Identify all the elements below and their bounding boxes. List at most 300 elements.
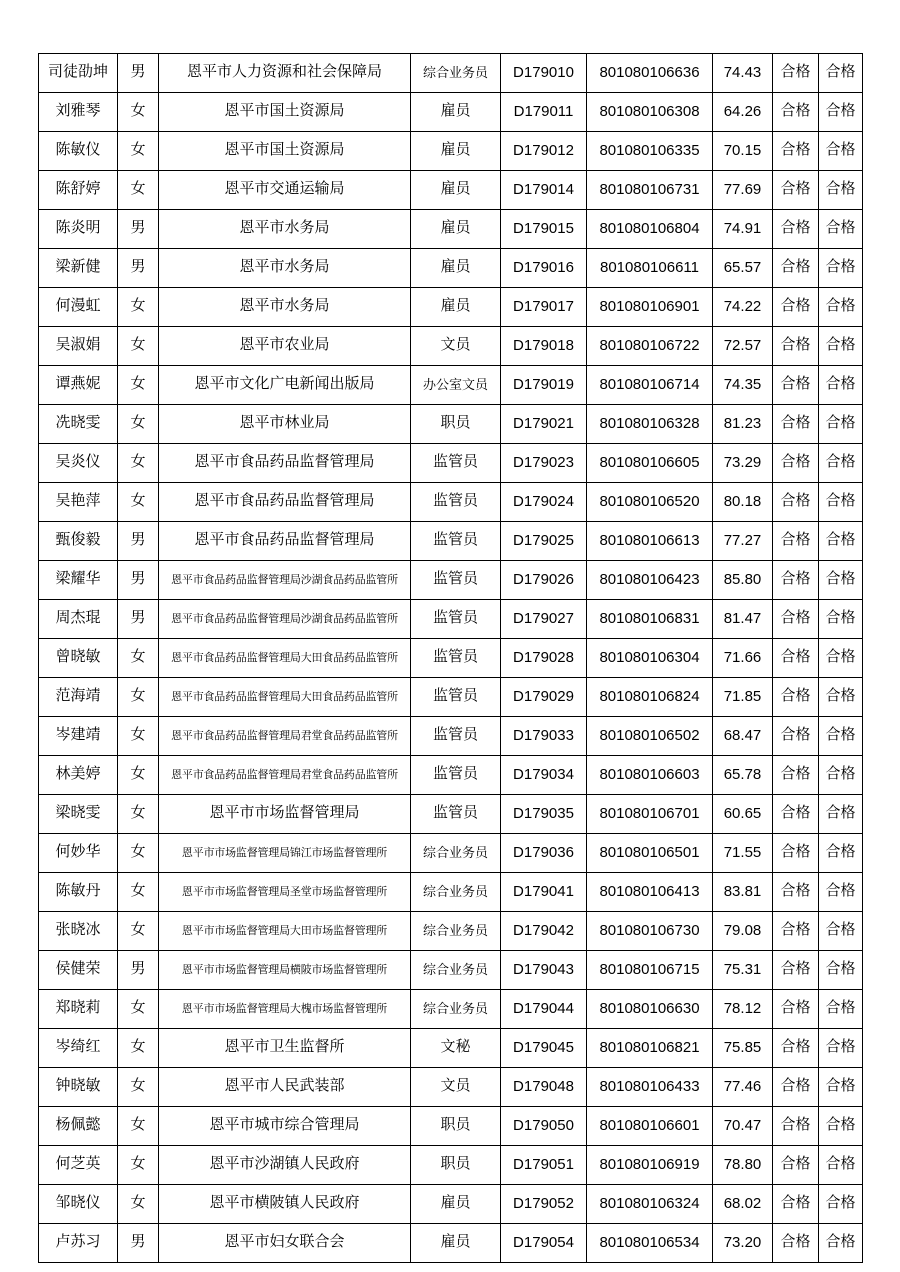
cell-organization: 恩平市市场监督管理局圣堂市场监督管理所 [159,873,411,912]
cell-score: 65.57 [713,249,773,288]
cell-name: 岑绮红 [39,1029,118,1068]
cell-qualification-result: 合格 [773,873,819,912]
cell-score: 75.31 [713,951,773,990]
table-row [39,1029,863,1068]
cell-admission-code: D179029 [501,678,587,717]
cell-sex: 女 [118,171,159,210]
cell-final-result: 合格 [819,210,863,249]
cell-exam-number: 801080106423 [587,561,713,600]
cell-organization: 恩平市食品药品监督管理局君堂食品药品监管所 [159,756,411,795]
table-row [39,795,863,834]
cell-organization: 恩平市人力资源和社会保障局 [159,54,411,93]
cell-admission-code: D179016 [501,249,587,288]
cell-sex: 女 [118,1146,159,1185]
table-row [39,1146,863,1185]
table-row [39,405,863,444]
results-table [38,53,863,1263]
cell-organization: 恩平市市场监督管理局横陂市场监督管理所 [159,951,411,990]
table-row [39,1107,863,1146]
cell-final-result: 合格 [819,93,863,132]
cell-name: 甄俊毅 [39,522,118,561]
cell-admission-code: D179015 [501,210,587,249]
cell-final-result: 合格 [819,912,863,951]
cell-qualification-result: 合格 [773,249,819,288]
cell-admission-code: D179025 [501,522,587,561]
cell-position: 雇员 [411,1185,501,1224]
cell-exam-number: 801080106715 [587,951,713,990]
cell-sex: 男 [118,210,159,249]
cell-organization: 恩平市文化广电新闻出版局 [159,366,411,405]
cell-final-result: 合格 [819,1068,863,1107]
cell-score: 78.12 [713,990,773,1029]
cell-organization: 恩平市食品药品监督管理局 [159,522,411,561]
cell-position: 监管员 [411,756,501,795]
cell-name: 司徒劭坤 [39,54,118,93]
cell-name: 卢苏习 [39,1224,118,1263]
table-row [39,288,863,327]
cell-name: 何漫虹 [39,288,118,327]
cell-name: 周杰琨 [39,600,118,639]
cell-exam-number: 801080106831 [587,600,713,639]
cell-final-result: 合格 [819,561,863,600]
cell-name: 曾晓敏 [39,639,118,678]
table-row [39,912,863,951]
cell-qualification-result: 合格 [773,483,819,522]
cell-score: 74.22 [713,288,773,327]
cell-score: 85.80 [713,561,773,600]
cell-position: 雇员 [411,1224,501,1263]
cell-name: 吴炎仪 [39,444,118,483]
cell-qualification-result: 合格 [773,639,819,678]
cell-qualification-result: 合格 [773,132,819,171]
cell-qualification-result: 合格 [773,288,819,327]
cell-sex: 女 [118,93,159,132]
cell-final-result: 合格 [819,756,863,795]
results-table-body [39,54,863,1263]
cell-qualification-result: 合格 [773,678,819,717]
cell-exam-number: 801080106520 [587,483,713,522]
cell-exam-number: 801080106722 [587,327,713,366]
cell-score: 68.47 [713,717,773,756]
cell-name: 林美婷 [39,756,118,795]
cell-final-result: 合格 [819,249,863,288]
cell-admission-code: D179041 [501,873,587,912]
cell-position: 文员 [411,327,501,366]
cell-exam-number: 801080106308 [587,93,713,132]
cell-position: 雇员 [411,93,501,132]
table-row [39,756,863,795]
cell-score: 64.26 [713,93,773,132]
cell-name: 吴淑娟 [39,327,118,366]
cell-admission-code: D179045 [501,1029,587,1068]
cell-position: 综合业务员 [411,54,501,93]
cell-admission-code: D179043 [501,951,587,990]
cell-position: 雇员 [411,210,501,249]
cell-organization: 恩平市食品药品监督管理局 [159,483,411,522]
cell-position: 监管员 [411,795,501,834]
table-row [39,834,863,873]
cell-exam-number: 801080106636 [587,54,713,93]
cell-final-result: 合格 [819,54,863,93]
cell-exam-number: 801080106601 [587,1107,713,1146]
cell-admission-code: D179019 [501,366,587,405]
cell-sex: 女 [118,912,159,951]
table-row [39,327,863,366]
cell-exam-number: 801080106714 [587,366,713,405]
cell-sex: 女 [118,327,159,366]
cell-organization: 恩平市食品药品监督管理局大田食品药品监管所 [159,639,411,678]
cell-name: 何芝英 [39,1146,118,1185]
cell-organization: 恩平市城市综合管理局 [159,1107,411,1146]
cell-name: 岑建靖 [39,717,118,756]
cell-organization: 恩平市卫生监督所 [159,1029,411,1068]
cell-name: 邹晓仪 [39,1185,118,1224]
cell-final-result: 合格 [819,639,863,678]
cell-organization: 恩平市农业局 [159,327,411,366]
cell-exam-number: 801080106701 [587,795,713,834]
cell-qualification-result: 合格 [773,756,819,795]
cell-qualification-result: 合格 [773,1185,819,1224]
cell-position: 综合业务员 [411,951,501,990]
cell-sex: 女 [118,756,159,795]
cell-exam-number: 801080106433 [587,1068,713,1107]
cell-name: 张晓冰 [39,912,118,951]
cell-name: 侯健荣 [39,951,118,990]
cell-final-result: 合格 [819,717,863,756]
cell-position: 雇员 [411,171,501,210]
cell-admission-code: D179023 [501,444,587,483]
cell-position: 综合业务员 [411,990,501,1029]
table-row [39,600,863,639]
cell-sex: 女 [118,990,159,1029]
cell-admission-code: D179011 [501,93,587,132]
cell-name: 梁晓雯 [39,795,118,834]
cell-final-result: 合格 [819,834,863,873]
cell-admission-code: D179017 [501,288,587,327]
cell-exam-number: 801080106824 [587,678,713,717]
cell-final-result: 合格 [819,990,863,1029]
cell-exam-number: 801080106413 [587,873,713,912]
table-row [39,522,863,561]
cell-admission-code: D179044 [501,990,587,1029]
results-table-container [38,53,862,1263]
cell-qualification-result: 合格 [773,1068,819,1107]
cell-name: 梁耀华 [39,561,118,600]
cell-organization: 恩平市水务局 [159,288,411,327]
cell-sex: 女 [118,639,159,678]
table-row [39,54,863,93]
cell-score: 70.47 [713,1107,773,1146]
table-row [39,444,863,483]
cell-score: 77.27 [713,522,773,561]
cell-qualification-result: 合格 [773,1029,819,1068]
cell-score: 77.46 [713,1068,773,1107]
cell-sex: 女 [118,834,159,873]
cell-organization: 恩平市人民武装部 [159,1068,411,1107]
cell-score: 73.29 [713,444,773,483]
cell-qualification-result: 合格 [773,93,819,132]
cell-name: 陈舒婷 [39,171,118,210]
cell-exam-number: 801080106605 [587,444,713,483]
cell-exam-number: 801080106603 [587,756,713,795]
table-row [39,717,863,756]
cell-admission-code: D179050 [501,1107,587,1146]
cell-qualification-result: 合格 [773,795,819,834]
table-row [39,366,863,405]
cell-qualification-result: 合格 [773,717,819,756]
cell-qualification-result: 合格 [773,834,819,873]
cell-score: 72.57 [713,327,773,366]
table-row [39,1068,863,1107]
cell-qualification-result: 合格 [773,366,819,405]
cell-organization: 恩平市市场监督管理局大槐市场监督管理所 [159,990,411,1029]
cell-admission-code: D179014 [501,171,587,210]
cell-organization: 恩平市国土资源局 [159,132,411,171]
cell-qualification-result: 合格 [773,561,819,600]
cell-score: 77.69 [713,171,773,210]
cell-exam-number: 801080106901 [587,288,713,327]
cell-sex: 女 [118,405,159,444]
cell-final-result: 合格 [819,678,863,717]
cell-final-result: 合格 [819,444,863,483]
cell-name: 陈炎明 [39,210,118,249]
cell-position: 雇员 [411,132,501,171]
cell-organization: 恩平市食品药品监督管理局大田食品药品监管所 [159,678,411,717]
cell-name: 范海靖 [39,678,118,717]
cell-admission-code: D179012 [501,132,587,171]
cell-name: 何妙华 [39,834,118,873]
cell-organization: 恩平市水务局 [159,249,411,288]
cell-position: 文秘 [411,1029,501,1068]
cell-sex: 女 [118,717,159,756]
cell-score: 70.15 [713,132,773,171]
cell-qualification-result: 合格 [773,951,819,990]
cell-position: 职员 [411,1146,501,1185]
table-row [39,249,863,288]
cell-organization: 恩平市市场监督管理局锦江市场监督管理所 [159,834,411,873]
cell-final-result: 合格 [819,483,863,522]
cell-qualification-result: 合格 [773,210,819,249]
cell-position: 监管员 [411,561,501,600]
cell-sex: 男 [118,249,159,288]
cell-organization: 恩平市水务局 [159,210,411,249]
cell-position: 综合业务员 [411,912,501,951]
cell-sex: 女 [118,1029,159,1068]
cell-sex: 女 [118,288,159,327]
cell-qualification-result: 合格 [773,54,819,93]
cell-final-result: 合格 [819,1107,863,1146]
cell-name: 刘雅琴 [39,93,118,132]
cell-position: 综合业务员 [411,873,501,912]
cell-final-result: 合格 [819,1224,863,1263]
cell-score: 65.78 [713,756,773,795]
cell-final-result: 合格 [819,873,863,912]
cell-name: 郑晓莉 [39,990,118,1029]
cell-sex: 男 [118,1224,159,1263]
table-row [39,873,863,912]
cell-position: 监管员 [411,600,501,639]
cell-admission-code: D179026 [501,561,587,600]
cell-final-result: 合格 [819,522,863,561]
cell-organization: 恩平市横陂镇人民政府 [159,1185,411,1224]
table-row [39,483,863,522]
cell-organization: 恩平市食品药品监督管理局沙湖食品药品监管所 [159,561,411,600]
cell-qualification-result: 合格 [773,444,819,483]
cell-position: 雇员 [411,288,501,327]
cell-admission-code: D179035 [501,795,587,834]
cell-score: 81.47 [713,600,773,639]
cell-name: 梁新健 [39,249,118,288]
cell-exam-number: 801080106919 [587,1146,713,1185]
cell-exam-number: 801080106502 [587,717,713,756]
cell-score: 68.02 [713,1185,773,1224]
table-row [39,639,863,678]
cell-name: 杨佩懿 [39,1107,118,1146]
cell-final-result: 合格 [819,795,863,834]
cell-exam-number: 801080106501 [587,834,713,873]
cell-admission-code: D179034 [501,756,587,795]
cell-organization: 恩平市妇女联合会 [159,1224,411,1263]
cell-exam-number: 801080106821 [587,1029,713,1068]
table-row [39,990,863,1029]
cell-sex: 男 [118,951,159,990]
cell-organization: 恩平市交通运输局 [159,171,411,210]
cell-admission-code: D179033 [501,717,587,756]
cell-final-result: 合格 [819,1185,863,1224]
cell-qualification-result: 合格 [773,327,819,366]
cell-final-result: 合格 [819,405,863,444]
cell-sex: 女 [118,873,159,912]
table-row [39,171,863,210]
cell-admission-code: D179054 [501,1224,587,1263]
cell-sex: 女 [118,1068,159,1107]
cell-final-result: 合格 [819,327,863,366]
cell-admission-code: D179010 [501,54,587,93]
cell-position: 办公室文员 [411,366,501,405]
cell-position: 雇员 [411,249,501,288]
cell-exam-number: 801080106630 [587,990,713,1029]
cell-position: 职员 [411,405,501,444]
cell-admission-code: D179024 [501,483,587,522]
cell-qualification-result: 合格 [773,912,819,951]
cell-name: 陈敏仪 [39,132,118,171]
cell-score: 74.43 [713,54,773,93]
cell-qualification-result: 合格 [773,1107,819,1146]
cell-final-result: 合格 [819,951,863,990]
cell-organization: 恩平市食品药品监督管理局 [159,444,411,483]
cell-qualification-result: 合格 [773,990,819,1029]
cell-admission-code: D179027 [501,600,587,639]
cell-sex: 女 [118,366,159,405]
cell-position: 文员 [411,1068,501,1107]
cell-exam-number: 801080106613 [587,522,713,561]
cell-position: 监管员 [411,522,501,561]
cell-position: 职员 [411,1107,501,1146]
cell-score: 73.20 [713,1224,773,1263]
cell-position: 监管员 [411,639,501,678]
cell-qualification-result: 合格 [773,522,819,561]
cell-final-result: 合格 [819,600,863,639]
cell-final-result: 合格 [819,171,863,210]
cell-exam-number: 801080106804 [587,210,713,249]
cell-sex: 女 [118,132,159,171]
cell-name: 陈敏丹 [39,873,118,912]
cell-sex: 男 [118,600,159,639]
cell-sex: 女 [118,483,159,522]
cell-admission-code: D179036 [501,834,587,873]
cell-sex: 女 [118,444,159,483]
table-row [39,1185,863,1224]
cell-score: 71.85 [713,678,773,717]
table-row [39,951,863,990]
cell-score: 74.91 [713,210,773,249]
cell-position: 监管员 [411,717,501,756]
cell-organization: 恩平市市场监督管理局 [159,795,411,834]
cell-score: 71.55 [713,834,773,873]
cell-admission-code: D179028 [501,639,587,678]
table-row [39,132,863,171]
cell-score: 79.08 [713,912,773,951]
cell-final-result: 合格 [819,288,863,327]
cell-position: 综合业务员 [411,834,501,873]
cell-qualification-result: 合格 [773,1146,819,1185]
table-row [39,210,863,249]
cell-qualification-result: 合格 [773,171,819,210]
cell-score: 60.65 [713,795,773,834]
cell-score: 71.66 [713,639,773,678]
table-row [39,678,863,717]
cell-exam-number: 801080106611 [587,249,713,288]
cell-sex: 女 [118,1107,159,1146]
cell-score: 75.85 [713,1029,773,1068]
cell-score: 80.18 [713,483,773,522]
cell-final-result: 合格 [819,132,863,171]
cell-qualification-result: 合格 [773,405,819,444]
cell-organization: 恩平市沙湖镇人民政府 [159,1146,411,1185]
cell-sex: 男 [118,522,159,561]
cell-name: 吴艳萍 [39,483,118,522]
cell-organization: 恩平市市场监督管理局大田市场监督管理所 [159,912,411,951]
cell-admission-code: D179048 [501,1068,587,1107]
cell-sex: 女 [118,678,159,717]
cell-score: 81.23 [713,405,773,444]
cell-qualification-result: 合格 [773,1224,819,1263]
cell-admission-code: D179042 [501,912,587,951]
cell-name: 谭燕妮 [39,366,118,405]
cell-final-result: 合格 [819,1146,863,1185]
cell-sex: 女 [118,795,159,834]
cell-score: 83.81 [713,873,773,912]
cell-score: 78.80 [713,1146,773,1185]
cell-organization: 恩平市食品药品监督管理局沙湖食品药品监管所 [159,600,411,639]
cell-admission-code: D179018 [501,327,587,366]
cell-organization: 恩平市食品药品监督管理局君堂食品药品监管所 [159,717,411,756]
cell-position: 监管员 [411,444,501,483]
cell-exam-number: 801080106730 [587,912,713,951]
cell-exam-number: 801080106328 [587,405,713,444]
cell-final-result: 合格 [819,366,863,405]
cell-organization: 恩平市国土资源局 [159,93,411,132]
cell-sex: 男 [118,54,159,93]
cell-name: 钟晓敏 [39,1068,118,1107]
cell-admission-code: D179052 [501,1185,587,1224]
cell-admission-code: D179051 [501,1146,587,1185]
cell-exam-number: 801080106304 [587,639,713,678]
cell-exam-number: 801080106324 [587,1185,713,1224]
cell-admission-code: D179021 [501,405,587,444]
cell-name: 冼晓雯 [39,405,118,444]
cell-score: 74.35 [713,366,773,405]
